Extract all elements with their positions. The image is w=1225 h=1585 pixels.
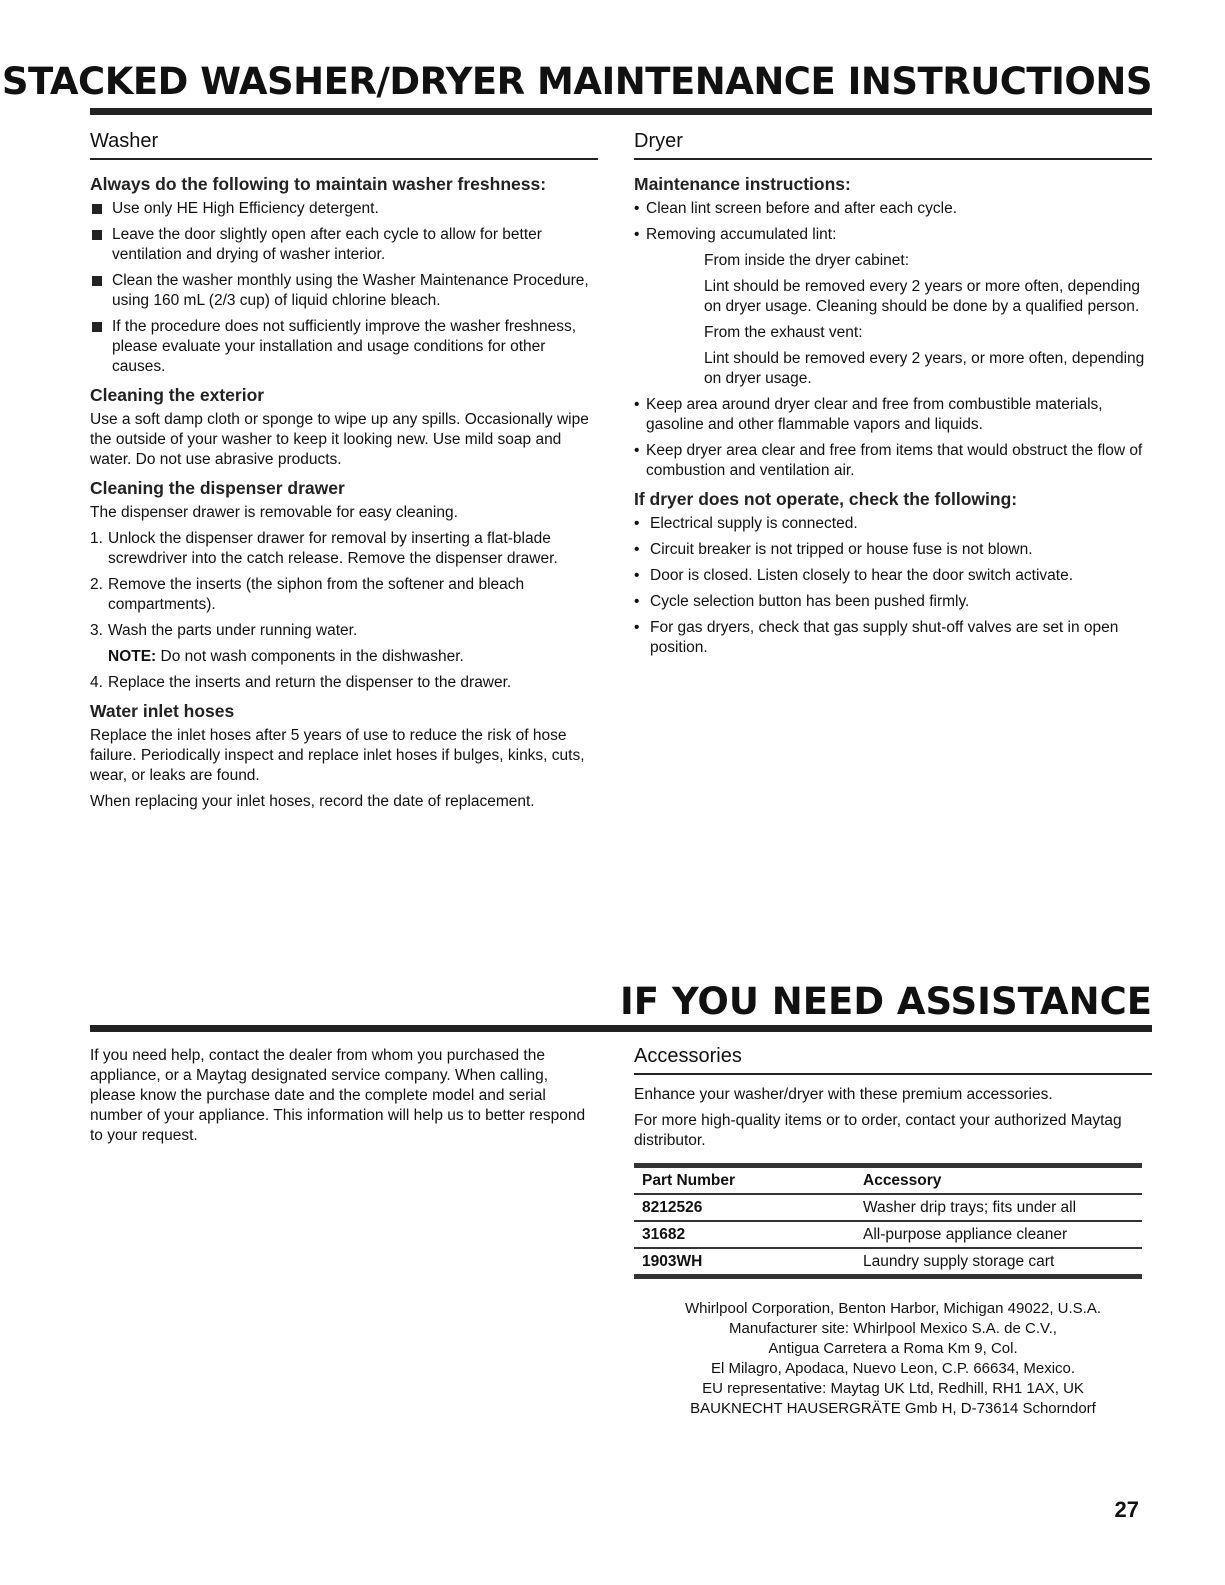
- dryer-heading: Dryer: [634, 130, 1152, 160]
- part-number-header: Part Number: [634, 1166, 855, 1195]
- bullet-icon: •: [634, 515, 640, 532]
- bullet-icon: •: [634, 396, 640, 413]
- accessories-heading: Accessories: [634, 1045, 1152, 1075]
- maintenance-heading: Maintenance instructions:: [634, 174, 851, 194]
- washer-section: [90, 130, 598, 818]
- square-bullet-icon: [92, 276, 102, 286]
- hoses-record-text: When replacing your inlet hoses, record the date of replacement.: [90, 793, 535, 810]
- bullet-icon: •: [634, 593, 640, 610]
- company-address: Whirlpool Corporation, Benton Harbor, Michigan 49022, U.S.A. Manufacturer site: Whirlpool Mexico S.A. de C.V., Antigua Carretera a Roma Km 9, Col. El Milagro, Apodaca, Nuevo Leon, C.P. 66634, Mexico. EU representative: Maytag UK Ltd, Redhill, RH1 1AX, UK BAUKNECHT HAUSERGRÄTE Gmb H, D-73614 Schorndorf: [684, 1300, 1102, 1417]
- exhaust-label: From the exhaust vent:: [704, 324, 863, 341]
- part-number-cell: 31682: [634, 1221, 855, 1248]
- table-row: [634, 1248, 1142, 1277]
- accessory-cell: Laundry supply storage cart: [855, 1248, 1142, 1277]
- list-item: • Cycle selection button has been pushed firmly.: [634, 593, 970, 610]
- bullet-icon: •: [634, 442, 640, 459]
- list-item: • Clean lint screen before and after each cycle.: [634, 200, 958, 217]
- accessory-cell: Washer drip trays; fits under all: [855, 1194, 1142, 1221]
- hoses-heading: Water inlet hoses: [90, 701, 235, 721]
- list-item: Clean the washer monthly using the Washer Maintenance Procedure, using 160 mL (2/3 cup) of liquid chlorine bleach.: [90, 271, 598, 311]
- bullet-icon: •: [634, 200, 640, 217]
- list-item: • Door is closed. Listen closely to hear the door switch activate.: [634, 567, 1074, 584]
- table-header-row: [634, 1166, 1142, 1195]
- washer-heading: Washer: [90, 130, 598, 160]
- note: NOTE: Do not wash components in the dishwasher.: [108, 648, 464, 665]
- bullet-icon: •: [634, 226, 640, 243]
- page-title: STACKED WASHER/DRYER MAINTENANCE INSTRUCTIONS: [1, 60, 1152, 103]
- assistance-text: If you need help, contact the dealer from whom you purchased the appliance, or a Maytag designated service company. When calling, please know the purchase date and the complete model and serial number of your appliance. This information will help us to better respond to your request.: [90, 1047, 586, 1144]
- exterior-heading: Cleaning the exterior: [90, 385, 265, 405]
- page-number: 27: [1114, 1497, 1139, 1522]
- accessories-table: [634, 1163, 1142, 1279]
- accessory-header: Accessory: [855, 1166, 1142, 1195]
- table-row: [634, 1221, 1142, 1248]
- list-item: • Electrical supply is connected.: [634, 515, 858, 532]
- list-item: • Keep area around dryer clear and free from combustible materials, gasoline and other flammable vapors and liquids.: [634, 396, 1103, 433]
- dispenser-heading: Cleaning the dispenser drawer: [90, 478, 345, 498]
- exterior-text: Use a soft damp cloth or sponge to wipe up any spills. Occasionally wipe the outside of your washer to keep it looking new. Use mild soap and water. Do not use abrasive products.: [90, 411, 589, 468]
- bullet-icon: •: [634, 619, 640, 636]
- square-bullet-icon: [92, 230, 102, 240]
- hoses-text: Replace the inlet hoses after 5 years of use to reduce the risk of hose failure. Periodically inspect and replace inlet hoses if bulges, kinks, cuts, wear, or leaks are found.: [90, 727, 585, 784]
- dryer-section: [634, 130, 1152, 664]
- list-item: • Keep dryer area clear and free from items that would obstruct the flow of combustion and ventilation air.: [634, 442, 1143, 479]
- list-item: 3. Wash the parts under running water.: [90, 622, 358, 639]
- safety-list: [634, 395, 1152, 481]
- square-bullet-icon: [92, 322, 102, 332]
- part-number-cell: 1903WH: [634, 1248, 855, 1277]
- list-item: 1. Unlock the dispenser drawer for removal by inserting a flat-blade screwdriver into the catch release. Remove the dispenser drawer.: [90, 530, 558, 567]
- freshness-heading: Always do the following to maintain washer freshness:: [90, 174, 547, 194]
- accessories-intro: Enhance your washer/dryer with these premium accessories.: [634, 1086, 1053, 1103]
- part-number-cell: 8212526: [634, 1194, 855, 1221]
- check-list: [634, 514, 1152, 658]
- list-item: • Circuit breaker is not tripped or house fuse is not blown.: [634, 541, 1033, 558]
- title-rule: [90, 108, 1152, 115]
- list-item: Use only HE High Efficiency detergent.: [90, 199, 598, 219]
- inside-text: Lint should be removed every 2 years or more often, depending on dryer usage. Cleaning should be done by a qualified person.: [704, 278, 1140, 315]
- list-item: • For gas dryers, check that gas supply shut-off valves are set in open position.: [634, 619, 1119, 656]
- table-row: [634, 1194, 1142, 1221]
- list-item: 2. Remove the inserts (the siphon from the softener and bleach compartments).: [90, 576, 525, 613]
- square-bullet-icon: [92, 204, 102, 214]
- dispenser-intro: The dispenser drawer is removable for easy cleaning.: [90, 504, 458, 521]
- accessories-section: [634, 1045, 1152, 1419]
- bullet-icon: •: [634, 567, 640, 584]
- assistance-title: IF YOU NEED ASSISTANCE: [620, 980, 1152, 1023]
- accessories-order-text: For more high-quality items or to order, contact your authorized Maytag distributor.: [634, 1112, 1122, 1149]
- lint-details: [634, 251, 1152, 389]
- list-item: If the procedure does not sufficiently improve the washer freshness, please evaluate your installation and usage conditions for other causes.: [90, 317, 598, 377]
- list-item: 4. Replace the inserts and return the dispenser to the drawer.: [90, 674, 512, 691]
- inside-label: From inside the dryer cabinet:: [704, 252, 910, 269]
- maintenance-list: [634, 199, 1152, 245]
- assistance-rule: [90, 1025, 1152, 1032]
- freshness-list: [90, 199, 598, 377]
- exhaust-text: Lint should be removed every 2 years, or more often, depending on dryer usage.: [704, 350, 1145, 387]
- dispenser-step-4: [90, 673, 598, 693]
- bullet-icon: •: [634, 541, 640, 558]
- list-item: Leave the door slightly open after each cycle to allow for better ventilation and drying of washer interior.: [90, 225, 598, 265]
- dispenser-steps: [90, 529, 598, 641]
- check-heading: If dryer does not operate, check the following:: [634, 489, 1018, 509]
- list-item: • Removing accumulated lint:: [634, 226, 837, 243]
- accessory-cell: All-purpose appliance cleaner: [855, 1221, 1142, 1248]
- assistance-section: [90, 1046, 598, 1146]
